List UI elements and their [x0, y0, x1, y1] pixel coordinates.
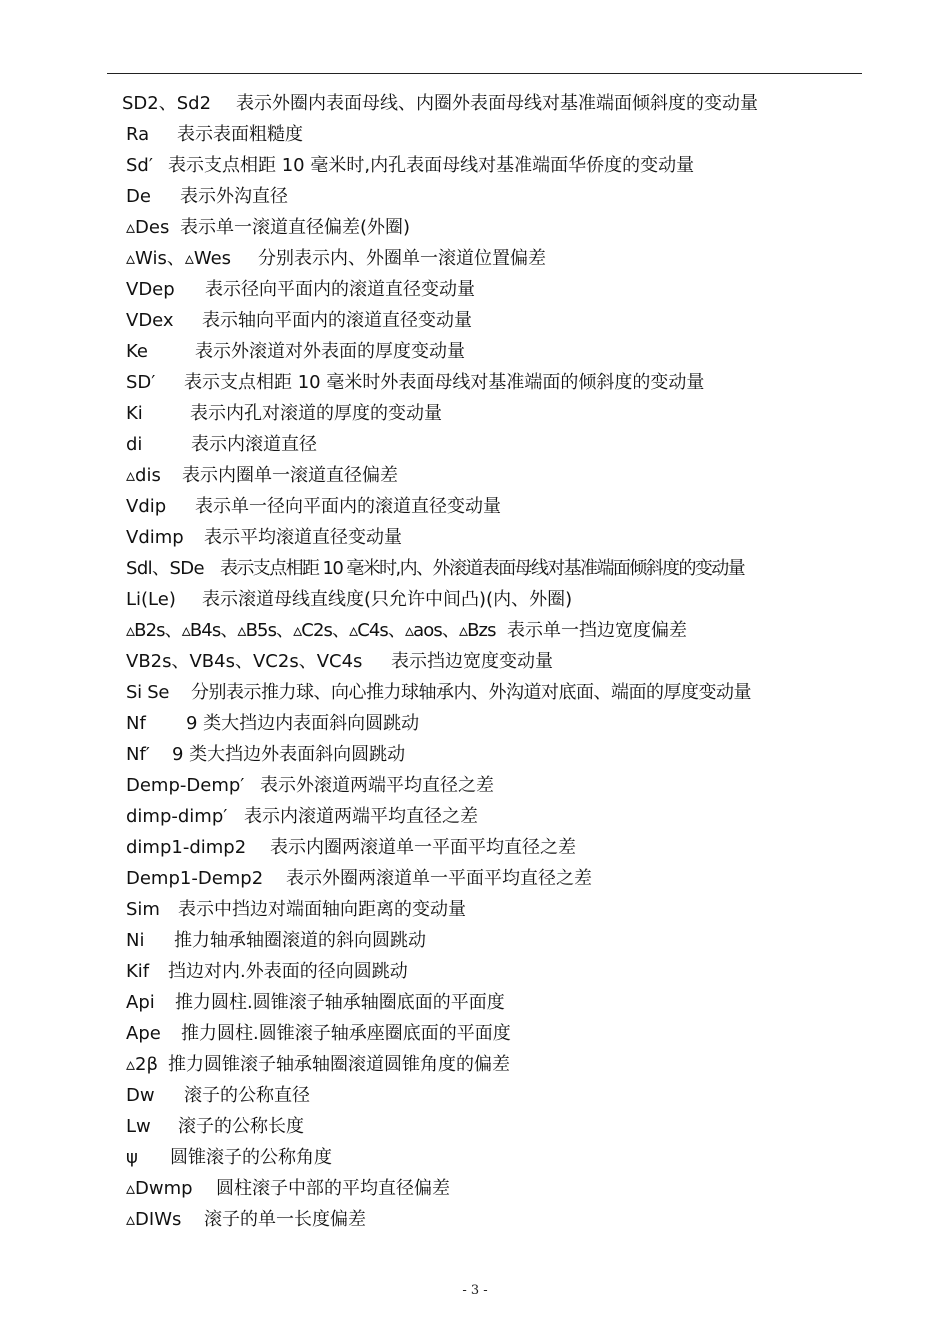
description: 表示单一滚道直径偏差(外圈) [180, 217, 411, 238]
symbol: ▵2β [126, 1054, 158, 1075]
symbol: ▵dis [126, 465, 161, 486]
header-rule [107, 73, 862, 74]
symbol: Vdimp [126, 527, 184, 548]
list-item [126, 1204, 366, 1235]
description: 推力圆柱.圆锥滚子轴承轴圈底面的平面度 [175, 992, 505, 1013]
list-item [126, 646, 553, 677]
list-item [126, 708, 420, 739]
symbol: dimp1-dimp2 [126, 837, 247, 858]
symbol: ▵Wis、▵Wes [126, 248, 232, 269]
symbol: dimp-dimp′ [126, 806, 228, 827]
symbol: VDep [126, 279, 175, 300]
description: 表示内圈两滚道单一平面平均直径之差 [270, 837, 576, 858]
symbol: Ra [126, 124, 150, 145]
description: 表示支点相距 10 毫米时,内、外滚道表面母线对基准端面倾斜度的变动量 [220, 558, 745, 579]
list-item [126, 584, 573, 615]
description: 推力圆锥滚子轴承轴圈滚道圆锥角度的偏差 [168, 1054, 510, 1075]
description: 滚子的单一长度偏差 [204, 1209, 366, 1230]
description: 表示内滚道直径 [191, 434, 317, 455]
list-item [126, 398, 442, 429]
symbol: di [126, 434, 143, 455]
description: 表示外圈两滚道单一平面平均直径之差 [286, 868, 592, 889]
description: 表示单一挡边宽度偏差 [507, 620, 687, 641]
list-item [126, 832, 576, 863]
description: 表示外滚道两端平均直径之差 [260, 775, 494, 796]
symbol: Dw [126, 1085, 155, 1106]
description: 表示滚道母线直线度(只允许中间凸)(内、外圈) [202, 589, 573, 610]
list-item [126, 1049, 510, 1080]
symbol: VB2s、VB4s、VC2s、VC4s [126, 651, 363, 672]
list-item [122, 88, 758, 119]
description: 表示内滚道两端平均直径之差 [244, 806, 478, 827]
description: 推力轴承轴圈滚道的斜向圆跳动 [174, 930, 426, 951]
list-item [126, 1142, 332, 1173]
description: 推力圆柱.圆锥滚子轴承座圈底面的平面度 [181, 1023, 511, 1044]
symbol: Ni [126, 930, 145, 951]
list-item [126, 491, 501, 522]
page-number: - 3 - [462, 1283, 488, 1298]
symbol: Sim [126, 899, 160, 920]
symbol: Nf′ [126, 744, 150, 765]
list-item [126, 274, 475, 305]
list-item [126, 181, 288, 212]
description: 表示挡边宽度变动量 [391, 651, 553, 672]
list-item [126, 119, 303, 150]
description: 圆柱滚子中部的平均直径偏差 [216, 1178, 450, 1199]
symbol: ▵Dwmp [126, 1178, 193, 1199]
symbol: Nf [126, 713, 146, 734]
description: 表示支点相距 10 毫米时外表面母线对基准端面的倾斜度的变动量 [184, 372, 705, 393]
list-item [126, 1173, 450, 1204]
list-item [126, 615, 687, 646]
description: 表示内圈单一滚道直径偏差 [182, 465, 398, 486]
list-item [126, 956, 408, 987]
list-item [126, 1111, 304, 1142]
list-item [126, 429, 317, 460]
symbol: Lw [126, 1116, 151, 1137]
description: 滚子的公称直径 [184, 1085, 310, 1106]
symbol: De [126, 186, 151, 207]
description: 表示外圈内表面母线、内圈外表面母线对基准端面倾斜度的变动量 [236, 93, 758, 114]
symbol: ▵Des [126, 217, 170, 238]
description: 表示表面粗糙度 [177, 124, 303, 145]
symbol: SD2、Sd2 [122, 93, 212, 114]
list-item [126, 894, 466, 925]
list-item [126, 212, 411, 243]
list-item [126, 677, 751, 708]
description: 9 类大挡边内表面斜向圆跳动 [186, 713, 420, 734]
symbol: ▵DIWs [126, 1209, 182, 1230]
list-item [126, 770, 494, 801]
list-item [126, 460, 398, 491]
description: 分别表示内、外圈单一滚道位置偏差 [258, 248, 546, 269]
list-item [126, 801, 478, 832]
symbol: Ape [126, 1023, 161, 1044]
symbol: Vdip [126, 496, 167, 517]
symbol: Kif [126, 961, 150, 982]
symbol: VDex [126, 310, 174, 331]
description: 表示中挡边对端面轴向距离的变动量 [178, 899, 466, 920]
description: 表示外沟直径 [180, 186, 288, 207]
list-item [126, 367, 705, 398]
symbol: Sd′ [126, 155, 153, 176]
list-item [126, 925, 426, 956]
description: 表示支点相距 10 毫米时,内孔表面母线对基准端面华侨度的变动量 [168, 155, 695, 176]
list-item [126, 243, 546, 274]
symbol: Si Se [126, 682, 170, 703]
symbol: ψ [126, 1147, 138, 1168]
list-item [126, 739, 406, 770]
symbol: Demp-Demp′ [126, 775, 245, 796]
list-item [126, 863, 592, 894]
list-item [126, 987, 505, 1018]
list-item [126, 1018, 511, 1049]
description: 表示径向平面内的滚道直径变动量 [205, 279, 475, 300]
symbol: Sdl、SDe [126, 558, 205, 579]
description: 表示平均滚道直径变动量 [204, 527, 402, 548]
list-item [126, 305, 472, 336]
symbol: Ki [126, 403, 143, 424]
symbol: SD′ [126, 372, 156, 393]
description: 圆锥滚子的公称角度 [170, 1147, 332, 1168]
list-item [126, 336, 465, 367]
description: 表示外滚道对外表面的厚度变动量 [195, 341, 465, 362]
symbol: Api [126, 992, 155, 1013]
description: 表示内孔对滚道的厚度的变动量 [190, 403, 442, 424]
list-item [126, 553, 745, 584]
description: 9 类大挡边外表面斜向圆跳动 [172, 744, 406, 765]
list-item [126, 150, 695, 181]
list-item [126, 1080, 310, 1111]
description: 分别表示推力球、向心推力球轴承内、外沟道对底面、端面的厚度变动量 [191, 682, 751, 703]
symbol: Ke [126, 341, 148, 362]
symbol: Li(Le) [126, 589, 176, 610]
list-item [126, 522, 402, 553]
description: 表示单一径向平面内的滚道直径变动量 [195, 496, 501, 517]
description: 滚子的公称长度 [178, 1116, 304, 1137]
description: 表示轴向平面内的滚道直径变动量 [202, 310, 472, 331]
description: 挡边对内.外表面的径向圆跳动 [168, 961, 408, 982]
symbol: ▵B2s、▵B4s、▵B5s、▵C2s、▵C4s、▵aos、▵Bzs [126, 620, 496, 641]
symbol: Demp1-Demp2 [126, 868, 264, 889]
